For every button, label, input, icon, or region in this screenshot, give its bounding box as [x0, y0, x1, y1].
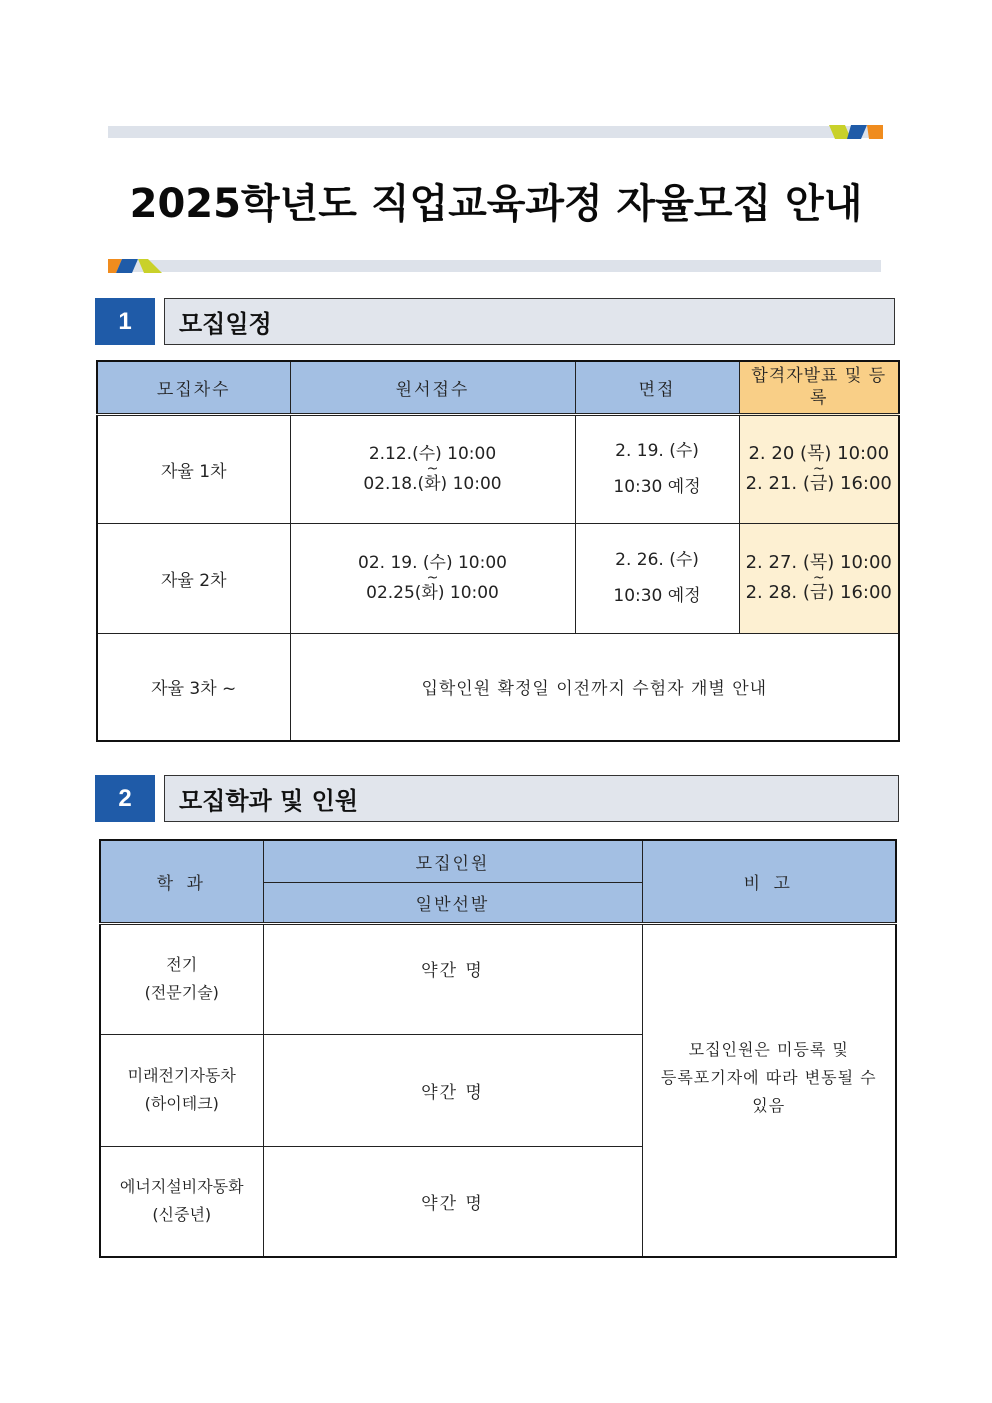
schedule-row-2: [97, 523, 899, 633]
chevron-deco-icon: [829, 124, 883, 140]
result-period: 2. 27. (목) 10:00 ~ 2. 28. (금) 16:00: [739, 523, 899, 633]
interview-schedule: 2. 26. (수) 10:30 예정: [575, 523, 739, 633]
round-cell: 자율 1차: [97, 414, 290, 523]
header-recruit-count: 모집인원: [263, 840, 642, 882]
document-title: 2025학년도 직업교육과정 자율모집 안내: [129, 181, 863, 227]
header-interview: 면접: [575, 361, 739, 414]
department-name: 에너지설비자동화 (신중년): [100, 1146, 263, 1257]
section-title-1: 모집일정: [164, 298, 895, 345]
header-round: 모집차수: [97, 361, 290, 414]
chevron-deco-icon: [108, 258, 162, 274]
recruit-count: 약간 명: [263, 923, 642, 1034]
department-name: 미래전기자동차 (하이테크): [100, 1034, 263, 1146]
department-row: [100, 923, 896, 1034]
schedule-row-1: [97, 414, 899, 523]
header-department: 학 과: [100, 840, 263, 923]
application-period: 2.12.(수) 10:00 ~ 02.18.(화) 10:00: [290, 414, 575, 523]
result-period: 2. 20 (목) 10:00 ~ 2. 21. (금) 16:00: [739, 414, 899, 523]
section-number-2: 2: [95, 775, 155, 822]
application-period: 02. 19. (수) 10:00 ~ 02.25(화) 10:00: [290, 523, 575, 633]
schedule-table: [96, 360, 900, 742]
header-application: 원서접수: [290, 361, 575, 414]
section-number-1: 1: [95, 298, 155, 345]
section-title-2: 모집학과 및 인원: [164, 775, 899, 822]
round-cell: 자율 3차 ~: [97, 633, 290, 741]
title-bottom-bar: [108, 260, 881, 272]
schedule-row-3: [97, 633, 899, 741]
header-general-selection: 일반선발: [263, 882, 642, 923]
department-table: [99, 839, 897, 1258]
individual-notice: 입학인원 확정일 이전까지 수험자 개별 안내: [290, 633, 899, 741]
header-note: 비 고: [642, 840, 896, 923]
round-cell: 자율 2차: [97, 523, 290, 633]
header-result: 합격자발표 및 등록: [739, 361, 899, 414]
department-name: 전기 (전문기술): [100, 923, 263, 1034]
title-top-bar: [108, 126, 881, 138]
recruit-count: 약간 명: [263, 1146, 642, 1257]
interview-schedule: 2. 19. (수) 10:30 예정: [575, 414, 739, 523]
recruit-count: 약간 명: [263, 1034, 642, 1146]
recruit-note: 모집인원은 미등록 및 등록포기자에 따라 변동될 수 있음: [642, 923, 896, 1257]
